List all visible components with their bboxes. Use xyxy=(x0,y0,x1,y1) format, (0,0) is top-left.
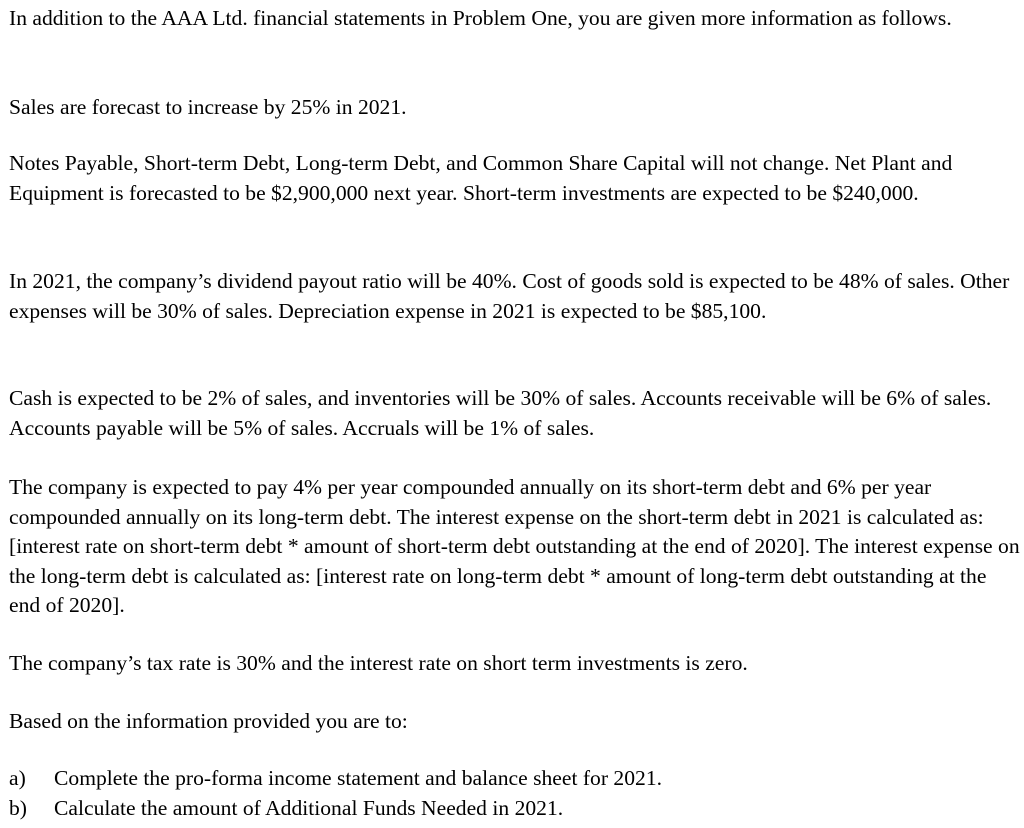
working-capital-paragraph: Cash is expected to be 2% of sales, and inventories will be 30% of sales. Accounts receivable will be 6% of sales. Accounts payable will be 5% of sales. Accruals will be 1% of sales. xyxy=(9,386,992,440)
intro-paragraph: In addition to the AAA Ltd. financial statements in Problem One, you are given more information as follows. xyxy=(9,6,952,30)
task-item-b xyxy=(9,794,662,824)
task-text: Complete the pro-forma income statement and balance sheet for 2021. xyxy=(54,766,663,790)
task-marker: a) xyxy=(9,766,26,790)
task-marker: b) xyxy=(9,795,27,820)
task-list xyxy=(9,764,662,823)
task-item-a xyxy=(9,764,662,794)
task-text: Calculate the amount of Additional Funds Needed in 2021. xyxy=(54,795,564,820)
instructions-paragraph: Based on the information provided you are to: xyxy=(9,709,408,733)
tax-rate-paragraph: The company’s tax rate is 30% and the interest rate on short term investments is zero. xyxy=(9,651,748,675)
interest-paragraph: The company is expected to pay 4% per year compounded annually on its short-term debt and 6% per year compounded annually on its long-term debt. The interest expense on the short-term debt in 2021 is calculated as: [interest rate on short-term debt * amount of short-term debt outstanding at the end of 2020]. The interest expense on the long-term debt is calculated as: [interest rate on long-term debt * amount of long-term debt outstanding at the end of 2020]. xyxy=(9,475,1020,617)
sales-forecast-paragraph: Sales are forecast to increase by 25% in 2021. xyxy=(9,95,407,119)
debt-and-assets-paragraph: Notes Payable, Short-term Debt, Long-term Debt, and Common Share Capital will not change. Net Plant and Equipment is forecasted to be $2,900,000 next year. Short-term investments are expected to be $240,000. xyxy=(9,151,953,205)
dividends-and-expenses-paragraph: In 2021, the company’s dividend payout ratio will be 40%. Cost of goods sold is expected to be 48% of sales. Other expenses will be 30% of sales. Depreciation expense in 2021 is expected to be $85,100. xyxy=(9,269,1010,323)
